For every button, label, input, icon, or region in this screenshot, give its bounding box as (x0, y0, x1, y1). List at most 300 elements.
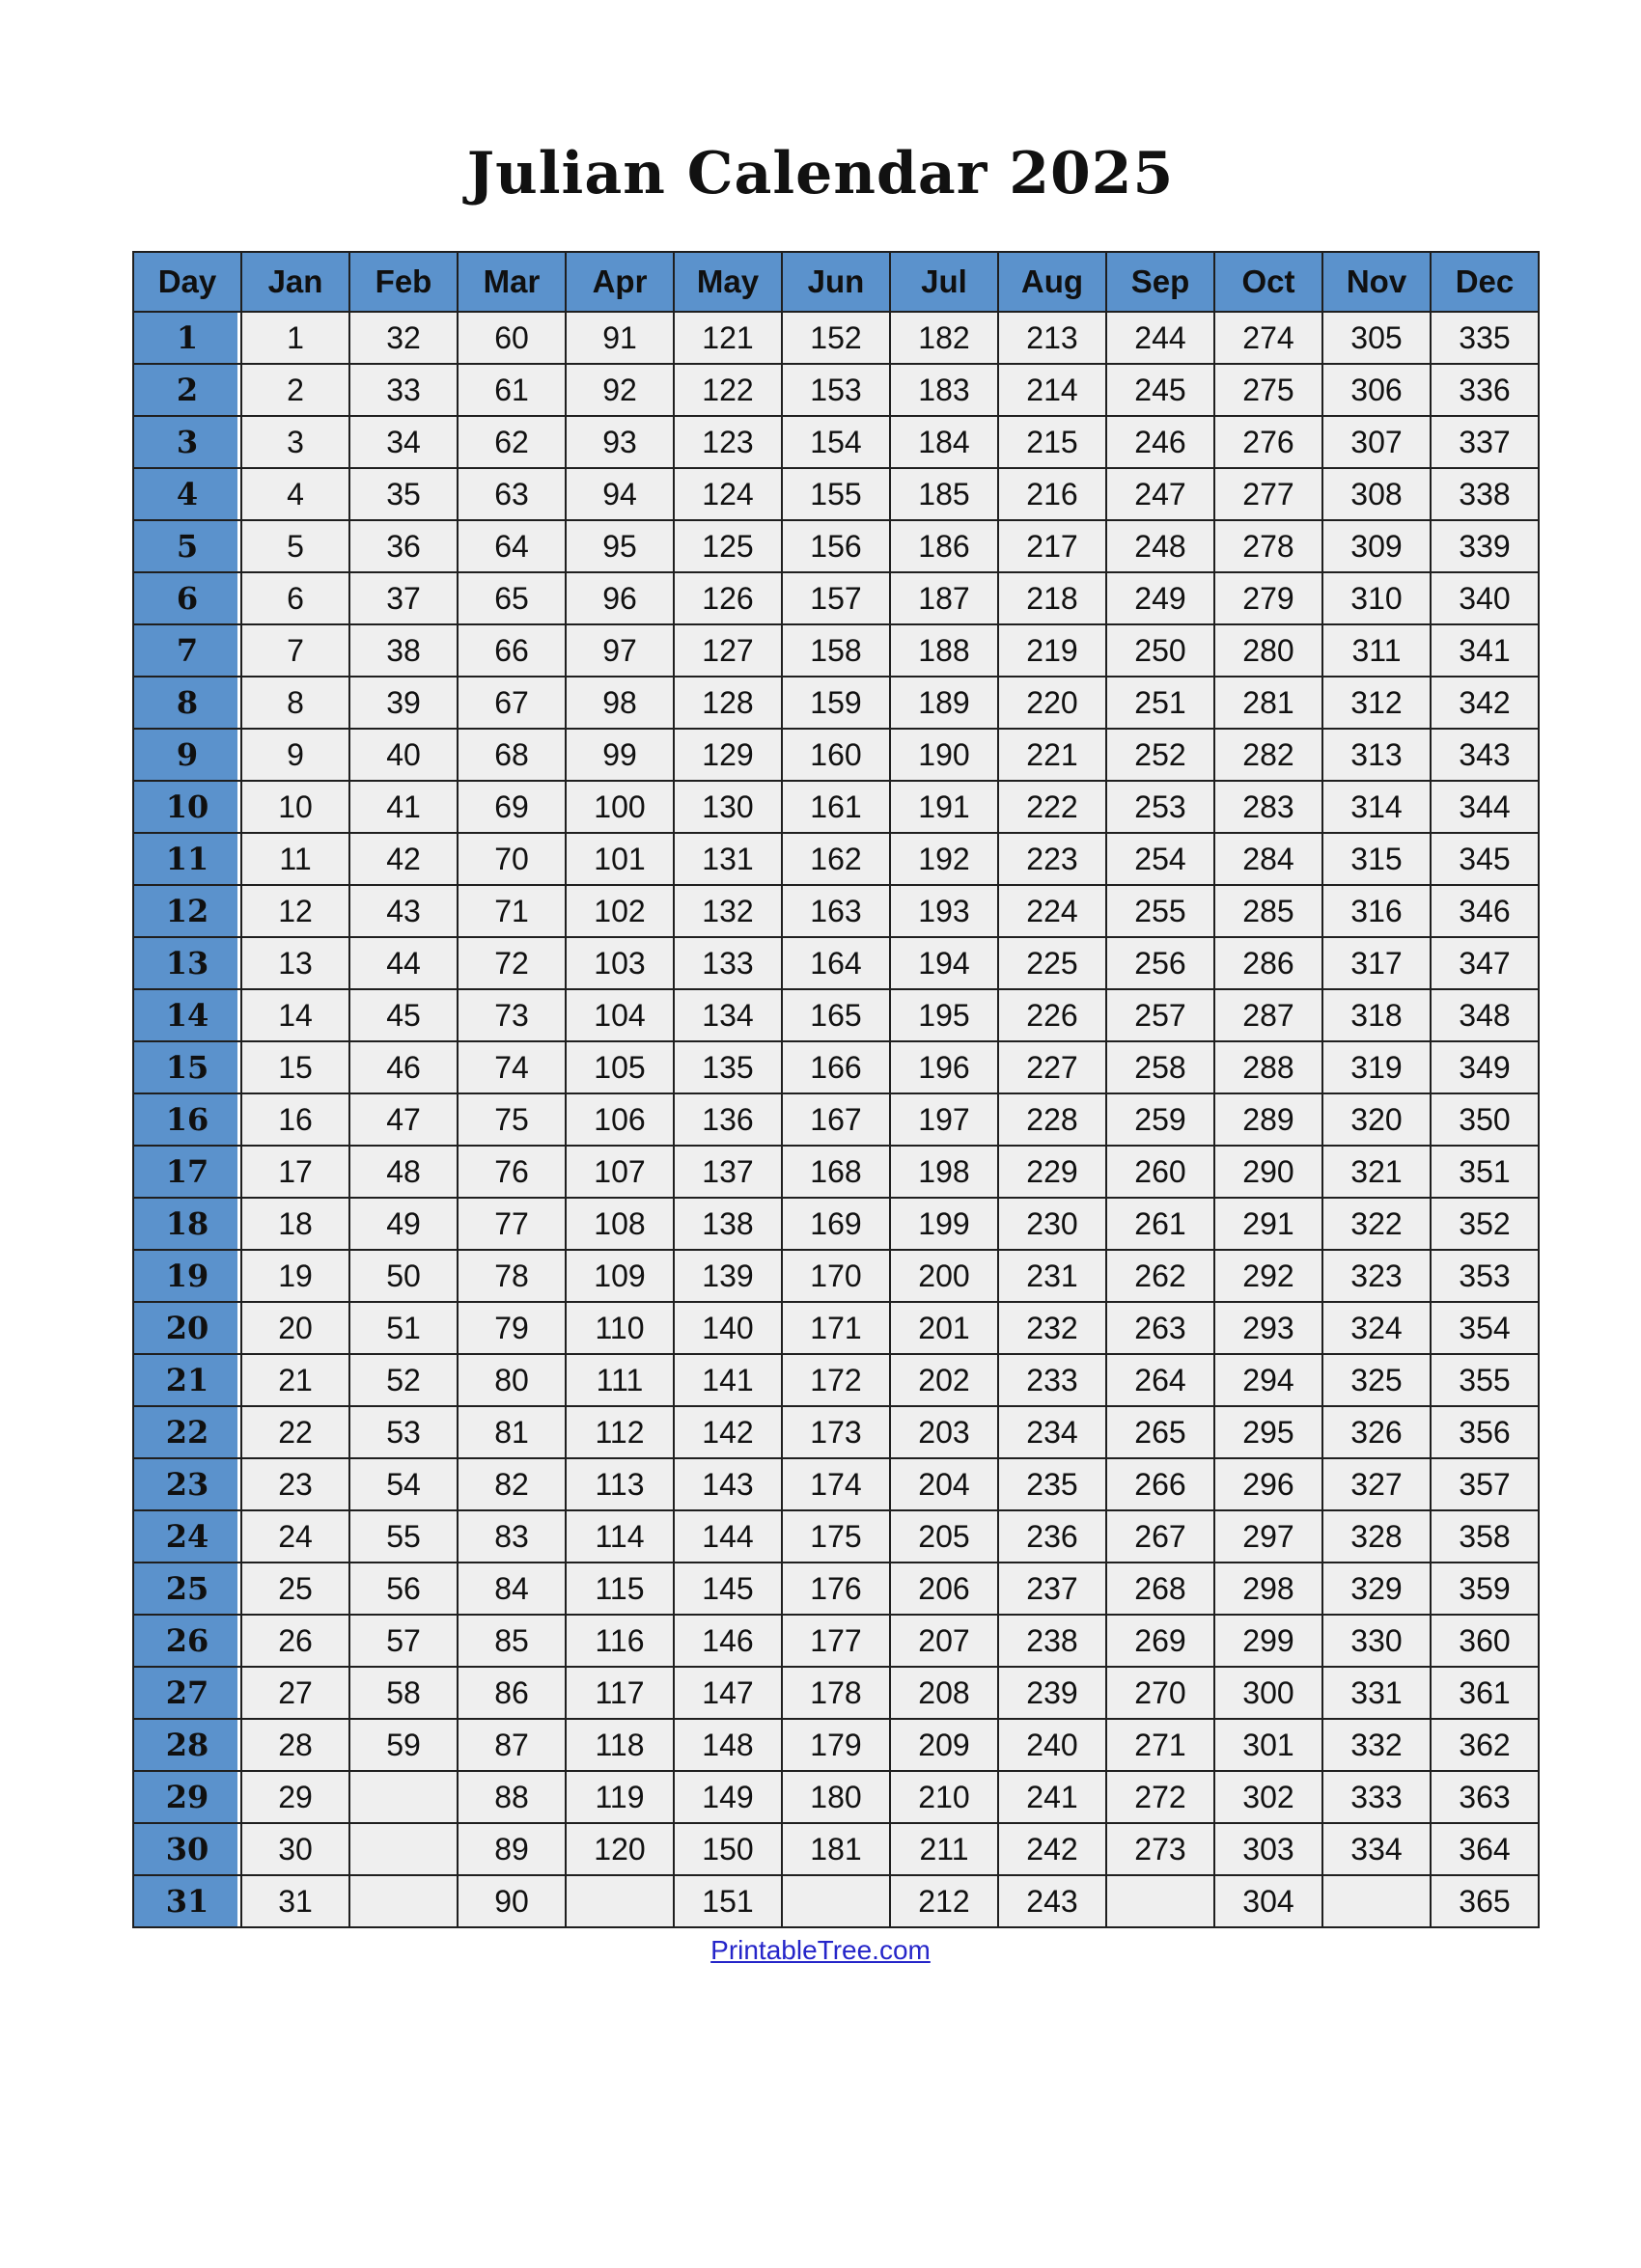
julian-day-cell: 363 (1431, 1771, 1539, 1823)
julian-day-cell: 233 (998, 1354, 1106, 1406)
julian-day-cell: 214 (998, 364, 1106, 416)
julian-day-cell: 56 (349, 1563, 458, 1615)
julian-day-cell: 202 (890, 1354, 998, 1406)
julian-day-cell: 145 (674, 1563, 782, 1615)
julian-day-cell: 139 (674, 1250, 782, 1302)
julian-day-cell: 286 (1214, 937, 1322, 989)
julian-day-cell: 74 (458, 1041, 566, 1093)
julian-day-cell: 8 (241, 677, 349, 729)
julian-day-cell: 128 (674, 677, 782, 729)
julian-day-cell: 339 (1431, 520, 1539, 572)
day-cell: 23 (133, 1458, 241, 1510)
julian-day-cell: 102 (566, 885, 674, 937)
day-cell: 29 (133, 1771, 241, 1823)
table-header (133, 252, 1539, 312)
day-cell: 18 (133, 1198, 241, 1250)
julian-day-cell: 4 (241, 468, 349, 520)
julian-day-cell: 182 (890, 312, 998, 364)
julian-day-cell: 364 (1431, 1823, 1539, 1875)
day-cell: 11 (133, 833, 241, 885)
julian-day-cell: 61 (458, 364, 566, 416)
julian-day-cell: 21 (241, 1354, 349, 1406)
julian-day-cell: 144 (674, 1510, 782, 1563)
julian-day-cell: 65 (458, 572, 566, 624)
julian-day-cell: 349 (1431, 1041, 1539, 1093)
julian-day-cell: 213 (998, 312, 1106, 364)
julian-day-cell: 91 (566, 312, 674, 364)
julian-day-cell: 52 (349, 1354, 458, 1406)
julian-day-cell: 138 (674, 1198, 782, 1250)
julian-day-cell: 176 (782, 1563, 890, 1615)
julian-day-cell: 93 (566, 416, 674, 468)
printabletree-link[interactable]: PrintableTree.com (710, 1935, 931, 1965)
julian-day-cell: 359 (1431, 1563, 1539, 1615)
julian-day-cell: 319 (1322, 1041, 1431, 1093)
julian-day-cell: 142 (674, 1406, 782, 1458)
julian-day-cell: 76 (458, 1146, 566, 1198)
julian-day-cell: 211 (890, 1823, 998, 1875)
julian-day-cell: 350 (1431, 1093, 1539, 1146)
julian-day-cell: 178 (782, 1667, 890, 1719)
julian-day-cell: 212 (890, 1875, 998, 1927)
julian-day-cell: 275 (1214, 364, 1322, 416)
julian-day-cell: 117 (566, 1667, 674, 1719)
julian-day-cell: 313 (1322, 729, 1431, 781)
julian-day-cell: 198 (890, 1146, 998, 1198)
julian-day-cell: 10 (241, 781, 349, 833)
julian-day-cell: 82 (458, 1458, 566, 1510)
julian-day-cell: 194 (890, 937, 998, 989)
julian-day-cell: 365 (1431, 1875, 1539, 1927)
julian-day-cell: 53 (349, 1406, 458, 1458)
julian-day-cell: 323 (1322, 1250, 1431, 1302)
table-row (133, 1458, 1539, 1510)
column-header-month: Mar (458, 252, 566, 312)
table-row (133, 937, 1539, 989)
julian-day-cell: 151 (674, 1875, 782, 1927)
julian-day-cell: 6 (241, 572, 349, 624)
julian-day-cell: 113 (566, 1458, 674, 1510)
julian-day-cell: 170 (782, 1250, 890, 1302)
julian-day-cell: 252 (1106, 729, 1214, 781)
julian-day-cell: 311 (1322, 624, 1431, 677)
julian-day-cell: 19 (241, 1250, 349, 1302)
julian-day-cell: 300 (1214, 1667, 1322, 1719)
julian-day-cell: 137 (674, 1146, 782, 1198)
julian-day-cell: 216 (998, 468, 1106, 520)
julian-day-cell: 262 (1106, 1250, 1214, 1302)
julian-day-cell: 199 (890, 1198, 998, 1250)
julian-day-cell: 85 (458, 1615, 566, 1667)
julian-day-cell: 167 (782, 1093, 890, 1146)
julian-day-cell: 16 (241, 1093, 349, 1146)
julian-day-cell: 223 (998, 833, 1106, 885)
julian-day-cell: 334 (1322, 1823, 1431, 1875)
julian-day-cell: 156 (782, 520, 890, 572)
julian-day-cell: 263 (1106, 1302, 1214, 1354)
julian-day-cell: 208 (890, 1667, 998, 1719)
julian-day-cell: 119 (566, 1771, 674, 1823)
julian-day-cell: 158 (782, 624, 890, 677)
julian-day-cell: 236 (998, 1510, 1106, 1563)
page-title: Julian Calendar 2025 (466, 140, 1175, 207)
julian-day-cell: 75 (458, 1093, 566, 1146)
table-row (133, 1563, 1539, 1615)
julian-day-cell: 48 (349, 1146, 458, 1198)
julian-day-cell: 332 (1322, 1719, 1431, 1771)
julian-day-cell: 101 (566, 833, 674, 885)
julian-day-cell: 343 (1431, 729, 1539, 781)
julian-day-cell: 227 (998, 1041, 1106, 1093)
julian-day-cell: 206 (890, 1563, 998, 1615)
julian-day-cell: 94 (566, 468, 674, 520)
day-cell: 6 (133, 572, 241, 624)
julian-day-cell: 259 (1106, 1093, 1214, 1146)
day-cell: 19 (133, 1250, 241, 1302)
julian-day-cell: 104 (566, 989, 674, 1041)
julian-day-cell: 7 (241, 624, 349, 677)
julian-day-cell: 306 (1322, 364, 1431, 416)
julian-day-cell: 354 (1431, 1302, 1539, 1354)
julian-day-cell: 115 (566, 1563, 674, 1615)
julian-day-cell: 88 (458, 1771, 566, 1823)
julian-day-cell: 256 (1106, 937, 1214, 989)
julian-day-cell: 287 (1214, 989, 1322, 1041)
julian-day-cell: 50 (349, 1250, 458, 1302)
julian-day-cell: 43 (349, 885, 458, 937)
julian-day-cell (1106, 1875, 1214, 1927)
julian-day-cell: 325 (1322, 1354, 1431, 1406)
table-row (133, 1719, 1539, 1771)
julian-day-cell: 140 (674, 1302, 782, 1354)
julian-day-cell: 330 (1322, 1615, 1431, 1667)
day-cell: 22 (133, 1406, 241, 1458)
day-cell: 30 (133, 1823, 241, 1875)
julian-day-cell: 197 (890, 1093, 998, 1146)
julian-day-cell: 356 (1431, 1406, 1539, 1458)
julian-day-cell: 331 (1322, 1667, 1431, 1719)
julian-day-cell: 229 (998, 1146, 1106, 1198)
table-row (133, 364, 1539, 416)
julian-day-cell: 290 (1214, 1146, 1322, 1198)
julian-day-cell: 181 (782, 1823, 890, 1875)
julian-day-cell: 283 (1214, 781, 1322, 833)
column-header-month: Aug (998, 252, 1106, 312)
julian-day-cell: 80 (458, 1354, 566, 1406)
julian-day-cell: 39 (349, 677, 458, 729)
julian-day-cell: 260 (1106, 1146, 1214, 1198)
julian-day-cell: 282 (1214, 729, 1322, 781)
julian-day-cell: 253 (1106, 781, 1214, 833)
julian-day-cell: 172 (782, 1354, 890, 1406)
julian-day-cell: 276 (1214, 416, 1322, 468)
julian-day-cell: 97 (566, 624, 674, 677)
julian-day-cell: 11 (241, 833, 349, 885)
julian-day-cell: 90 (458, 1875, 566, 1927)
julian-day-cell: 99 (566, 729, 674, 781)
julian-day-cell: 302 (1214, 1771, 1322, 1823)
day-cell: 24 (133, 1510, 241, 1563)
julian-day-cell: 108 (566, 1198, 674, 1250)
julian-day-cell: 15 (241, 1041, 349, 1093)
julian-day-cell (1322, 1875, 1431, 1927)
day-cell: 1 (133, 312, 241, 364)
julian-day-cell: 70 (458, 833, 566, 885)
column-header-month: Dec (1431, 252, 1539, 312)
table-row (133, 885, 1539, 937)
julian-day-cell: 220 (998, 677, 1106, 729)
day-cell: 7 (133, 624, 241, 677)
julian-day-cell: 124 (674, 468, 782, 520)
julian-day-cell: 336 (1431, 364, 1539, 416)
julian-day-cell: 155 (782, 468, 890, 520)
column-header-month: Jul (890, 252, 998, 312)
julian-day-cell: 32 (349, 312, 458, 364)
julian-day-cell: 29 (241, 1771, 349, 1823)
julian-day-cell: 272 (1106, 1771, 1214, 1823)
day-cell: 4 (133, 468, 241, 520)
julian-day-cell: 217 (998, 520, 1106, 572)
day-cell: 13 (133, 937, 241, 989)
julian-day-cell: 327 (1322, 1458, 1431, 1510)
julian-day-cell: 345 (1431, 833, 1539, 885)
julian-day-cell: 57 (349, 1615, 458, 1667)
julian-day-cell: 40 (349, 729, 458, 781)
julian-day-cell: 193 (890, 885, 998, 937)
julian-day-cell: 18 (241, 1198, 349, 1250)
julian-day-cell: 46 (349, 1041, 458, 1093)
julian-day-cell: 12 (241, 885, 349, 937)
julian-day-cell: 77 (458, 1198, 566, 1250)
day-cell: 17 (133, 1146, 241, 1198)
table-row (133, 677, 1539, 729)
julian-day-cell: 255 (1106, 885, 1214, 937)
julian-day-cell: 288 (1214, 1041, 1322, 1093)
julian-day-cell: 34 (349, 416, 458, 468)
julian-day-cell: 237 (998, 1563, 1106, 1615)
table-row (133, 1406, 1539, 1458)
day-cell: 15 (133, 1041, 241, 1093)
julian-day-cell: 41 (349, 781, 458, 833)
julian-day-cell: 25 (241, 1563, 349, 1615)
julian-day-cell: 244 (1106, 312, 1214, 364)
julian-day-cell: 308 (1322, 468, 1431, 520)
julian-day-cell: 179 (782, 1719, 890, 1771)
julian-day-cell: 353 (1431, 1250, 1539, 1302)
julian-day-cell: 293 (1214, 1302, 1322, 1354)
day-cell: 21 (133, 1354, 241, 1406)
julian-day-cell: 71 (458, 885, 566, 937)
julian-day-cell: 73 (458, 989, 566, 1041)
julian-day-cell: 218 (998, 572, 1106, 624)
julian-day-cell: 166 (782, 1041, 890, 1093)
julian-day-cell: 169 (782, 1198, 890, 1250)
julian-day-cell: 274 (1214, 312, 1322, 364)
julian-day-cell: 328 (1322, 1510, 1431, 1563)
julian-day-cell: 49 (349, 1198, 458, 1250)
table-row (133, 624, 1539, 677)
julian-day-cell: 175 (782, 1510, 890, 1563)
julian-day-cell: 118 (566, 1719, 674, 1771)
julian-day-cell: 304 (1214, 1875, 1322, 1927)
column-header-month: Sep (1106, 252, 1214, 312)
footer (0, 1935, 1641, 1966)
day-cell: 31 (133, 1875, 241, 1927)
julian-day-cell: 295 (1214, 1406, 1322, 1458)
julian-day-cell: 357 (1431, 1458, 1539, 1510)
julian-day-cell: 205 (890, 1510, 998, 1563)
day-cell: 8 (133, 677, 241, 729)
julian-day-cell: 95 (566, 520, 674, 572)
julian-day-cell: 79 (458, 1302, 566, 1354)
julian-day-cell: 163 (782, 885, 890, 937)
julian-day-cell: 168 (782, 1146, 890, 1198)
table-row (133, 1823, 1539, 1875)
julian-day-cell: 105 (566, 1041, 674, 1093)
day-cell: 28 (133, 1719, 241, 1771)
julian-day-cell: 243 (998, 1875, 1106, 1927)
julian-day-cell: 28 (241, 1719, 349, 1771)
julian-day-cell: 147 (674, 1667, 782, 1719)
julian-day-cell: 219 (998, 624, 1106, 677)
julian-day-cell: 224 (998, 885, 1106, 937)
julian-day-cell: 114 (566, 1510, 674, 1563)
julian-day-cell: 135 (674, 1041, 782, 1093)
julian-day-cell: 22 (241, 1406, 349, 1458)
julian-day-cell: 67 (458, 677, 566, 729)
julian-day-cell: 162 (782, 833, 890, 885)
julian-day-cell: 129 (674, 729, 782, 781)
julian-day-cell: 207 (890, 1615, 998, 1667)
julian-day-cell: 59 (349, 1719, 458, 1771)
day-cell: 20 (133, 1302, 241, 1354)
julian-day-cell: 231 (998, 1250, 1106, 1302)
header-row (133, 252, 1539, 312)
julian-day-cell: 289 (1214, 1093, 1322, 1146)
julian-day-cell: 314 (1322, 781, 1431, 833)
julian-day-cell (349, 1823, 458, 1875)
day-cell: 26 (133, 1615, 241, 1667)
julian-day-cell: 195 (890, 989, 998, 1041)
julian-day-cell: 344 (1431, 781, 1539, 833)
julian-day-cell: 280 (1214, 624, 1322, 677)
julian-day-cell: 171 (782, 1302, 890, 1354)
julian-day-cell: 342 (1431, 677, 1539, 729)
julian-day-cell: 136 (674, 1093, 782, 1146)
julian-day-cell: 191 (890, 781, 998, 833)
julian-day-cell: 35 (349, 468, 458, 520)
julian-day-cell: 337 (1431, 416, 1539, 468)
julian-day-cell: 143 (674, 1458, 782, 1510)
julian-day-cell: 318 (1322, 989, 1431, 1041)
julian-day-cell: 232 (998, 1302, 1106, 1354)
julian-day-cell: 157 (782, 572, 890, 624)
julian-day-cell: 164 (782, 937, 890, 989)
day-cell: 25 (133, 1563, 241, 1615)
table-row (133, 1875, 1539, 1927)
julian-day-cell: 54 (349, 1458, 458, 1510)
julian-day-cell: 322 (1322, 1198, 1431, 1250)
julian-day-cell: 3 (241, 416, 349, 468)
julian-day-cell: 141 (674, 1354, 782, 1406)
julian-day-cell: 125 (674, 520, 782, 572)
julian-day-cell: 152 (782, 312, 890, 364)
julian-day-cell: 246 (1106, 416, 1214, 468)
julian-day-cell: 340 (1431, 572, 1539, 624)
julian-day-cell: 241 (998, 1771, 1106, 1823)
julian-day-cell: 109 (566, 1250, 674, 1302)
julian-day-cell: 100 (566, 781, 674, 833)
julian-day-cell: 106 (566, 1093, 674, 1146)
julian-day-cell: 281 (1214, 677, 1322, 729)
julian-day-cell: 301 (1214, 1719, 1322, 1771)
julian-day-cell: 264 (1106, 1354, 1214, 1406)
julian-day-cell: 251 (1106, 677, 1214, 729)
julian-day-cell: 5 (241, 520, 349, 572)
julian-day-cell (782, 1875, 890, 1927)
julian-day-cell: 307 (1322, 416, 1431, 468)
julian-day-cell: 123 (674, 416, 782, 468)
julian-day-cell: 24 (241, 1510, 349, 1563)
julian-day-cell: 150 (674, 1823, 782, 1875)
julian-day-cell: 324 (1322, 1302, 1431, 1354)
julian-day-cell: 33 (349, 364, 458, 416)
julian-day-cell: 200 (890, 1250, 998, 1302)
julian-day-cell: 30 (241, 1823, 349, 1875)
julian-day-cell: 221 (998, 729, 1106, 781)
julian-day-cell (566, 1875, 674, 1927)
julian-day-cell: 271 (1106, 1719, 1214, 1771)
julian-day-cell: 209 (890, 1719, 998, 1771)
julian-day-cell: 187 (890, 572, 998, 624)
julian-day-cell: 68 (458, 729, 566, 781)
julian-day-cell: 203 (890, 1406, 998, 1458)
julian-day-cell: 312 (1322, 677, 1431, 729)
table-row (133, 1510, 1539, 1563)
julian-day-cell: 226 (998, 989, 1106, 1041)
julian-day-cell: 23 (241, 1458, 349, 1510)
julian-day-cell: 37 (349, 572, 458, 624)
julian-day-cell: 92 (566, 364, 674, 416)
julian-day-cell: 110 (566, 1302, 674, 1354)
julian-day-cell: 299 (1214, 1615, 1322, 1667)
julian-day-cell: 355 (1431, 1354, 1539, 1406)
julian-day-cell: 47 (349, 1093, 458, 1146)
julian-day-cell: 89 (458, 1823, 566, 1875)
julian-day-cell: 192 (890, 833, 998, 885)
table-row (133, 729, 1539, 781)
julian-day-cell: 247 (1106, 468, 1214, 520)
julian-day-cell: 351 (1431, 1146, 1539, 1198)
julian-day-cell (349, 1875, 458, 1927)
julian-day-cell: 98 (566, 677, 674, 729)
julian-day-cell: 107 (566, 1146, 674, 1198)
column-header-month: Nov (1322, 252, 1431, 312)
julian-day-cell: 285 (1214, 885, 1322, 937)
julian-day-cell: 320 (1322, 1093, 1431, 1146)
julian-day-cell: 269 (1106, 1615, 1214, 1667)
day-cell: 14 (133, 989, 241, 1041)
julian-day-cell: 238 (998, 1615, 1106, 1667)
julian-day-cell: 122 (674, 364, 782, 416)
julian-day-cell: 159 (782, 677, 890, 729)
julian-day-cell: 111 (566, 1354, 674, 1406)
julian-day-cell: 36 (349, 520, 458, 572)
julian-day-cell: 291 (1214, 1198, 1322, 1250)
day-cell: 2 (133, 364, 241, 416)
julian-day-cell: 126 (674, 572, 782, 624)
julian-day-cell: 60 (458, 312, 566, 364)
